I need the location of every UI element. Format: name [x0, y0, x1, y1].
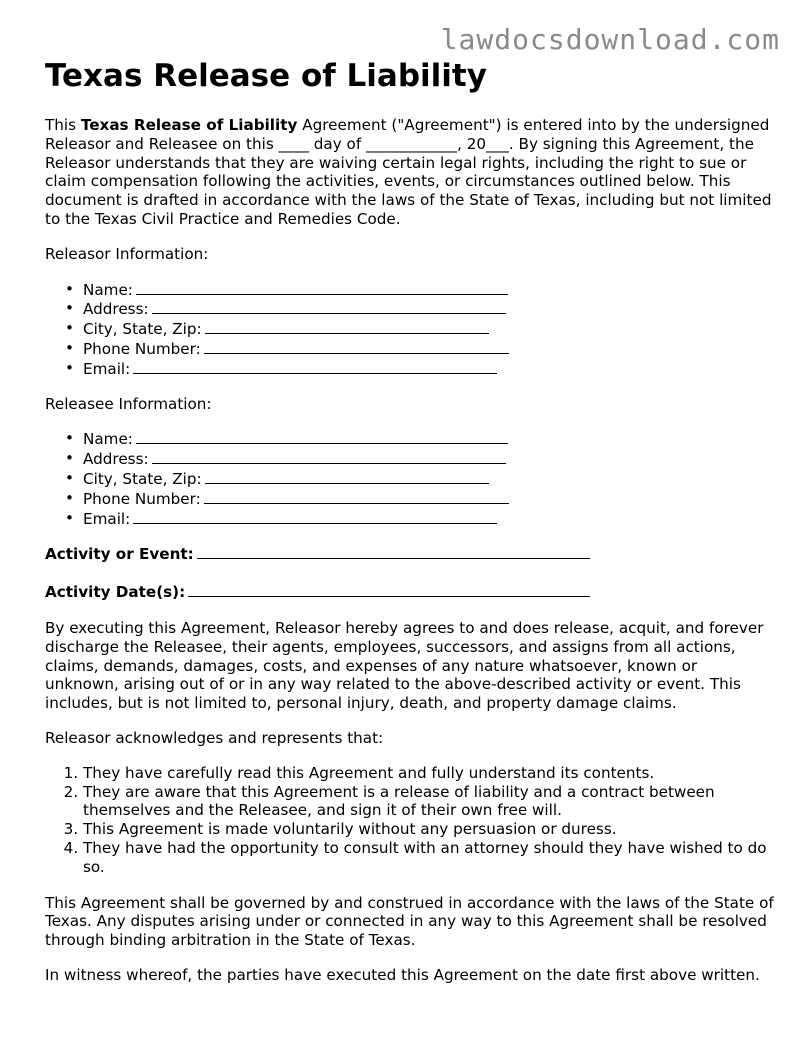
activity-field	[45, 544, 775, 564]
witness-paragraph: In witness whereof, the parties have executed this Agreement on the date first above written.	[45, 965, 760, 984]
field-label: Phone Number:	[83, 339, 201, 358]
releasor-address-field	[83, 299, 775, 319]
fill-in-line[interactable]	[204, 339, 509, 354]
document-page	[45, 0, 775, 985]
fill-in-line[interactable]	[205, 319, 489, 334]
intro-paragraph	[45, 116, 775, 229]
fill-in-line[interactable]	[205, 469, 489, 484]
list-item: 3. This Agreement is made voluntarily without any persuasion or duress.	[83, 820, 775, 839]
fill-in-line[interactable]	[136, 429, 508, 444]
fill-in-line[interactable]	[197, 544, 590, 559]
governing-law-paragraph: This Agreement shall be governed by and construed in accordance with the laws of the State of Texas. Any disputes arising under or connected in any way to this Agreement shall be resolved through binding arbitration in the State of Texas.	[45, 893, 774, 950]
field-label: City, State, Zip:	[83, 320, 202, 339]
releasee-heading: Releasee Information:	[45, 394, 212, 413]
document-title: Texas Release of Liability	[45, 58, 487, 94]
acknowledgment-heading: Releasor acknowledges and represents that:	[45, 728, 384, 747]
intro-text: Agreement ("Agreement") is entered into by the undersigned Releasor and Releasee on this ____ day of ____________, 20___. By signing this Agreement, the Releasor understands that they are waiving certain legal rights, including the right to sue or claim compensation following the activities, events, or circumstances outlined below. This document is drafted in accordance with the laws of the State of Texas, including but not limited to the Texas Civil Practice and Remedies Code.	[45, 116, 772, 228]
fill-in-line[interactable]	[188, 582, 590, 597]
field-label: Address:	[83, 450, 149, 469]
fill-in-line[interactable]	[133, 359, 497, 374]
fill-in-line[interactable]	[204, 489, 509, 504]
acknowledgment-list	[45, 764, 775, 877]
field-label: Name:	[83, 430, 133, 449]
watermark-text: lawdocsdownload.com	[440, 23, 780, 56]
releasor-heading: Releasor Information:	[45, 244, 209, 263]
field-label: Phone Number:	[83, 489, 201, 508]
list-item: 1. They have carefully read this Agreement and fully understand its contents.	[83, 764, 775, 783]
list-item: 2. They are aware that this Agreement is a release of liability and a contract between themselves and the Releasee, and sign it of their own free will.	[83, 783, 775, 821]
fill-in-line[interactable]	[152, 449, 506, 464]
releasee-phone-field	[83, 489, 775, 509]
field-label: Email:	[83, 359, 131, 378]
releasee-fields	[45, 429, 775, 528]
releasor-phone-field	[83, 339, 775, 359]
intro-bold-title: Texas Release of Liability	[80, 116, 298, 134]
releasee-city-field	[83, 469, 775, 489]
field-label: Address:	[83, 300, 149, 319]
activity-label: Activity or Event:	[45, 545, 194, 564]
fill-in-line[interactable]	[136, 280, 508, 295]
releasor-fields	[45, 280, 775, 379]
releasor-city-field	[83, 319, 775, 339]
releasee-address-field	[83, 449, 775, 469]
fill-in-line[interactable]	[152, 299, 506, 314]
releasor-email-field	[83, 359, 775, 379]
intro-prefix: This	[45, 116, 81, 134]
list-item: 4. They have had the opportunity to consult with an attorney should they have wished to do so.	[83, 839, 775, 877]
release-paragraph: By executing this Agreement, Releasor hereby agrees to and does release, acquit, and forever discharge the Releasee, their agents, employees, successors, and assigns from all actions, claims, demands, damages, costs, and expenses of any nature whatsoever, known or unknown, arising out of or in any way related to the above-described activity or event. This includes, but is not limited to, personal injury, death, and property damage claims.	[45, 618, 764, 713]
activity-date-label: Activity Date(s):	[45, 583, 186, 602]
field-label: Email:	[83, 509, 131, 528]
activity-date-field	[45, 582, 775, 602]
field-label: City, State, Zip:	[83, 469, 202, 488]
releasee-name-field	[83, 429, 775, 449]
releasor-name-field	[83, 280, 775, 300]
fill-in-line[interactable]	[133, 509, 497, 524]
releasee-email-field	[83, 509, 775, 529]
field-label: Name:	[83, 280, 133, 299]
